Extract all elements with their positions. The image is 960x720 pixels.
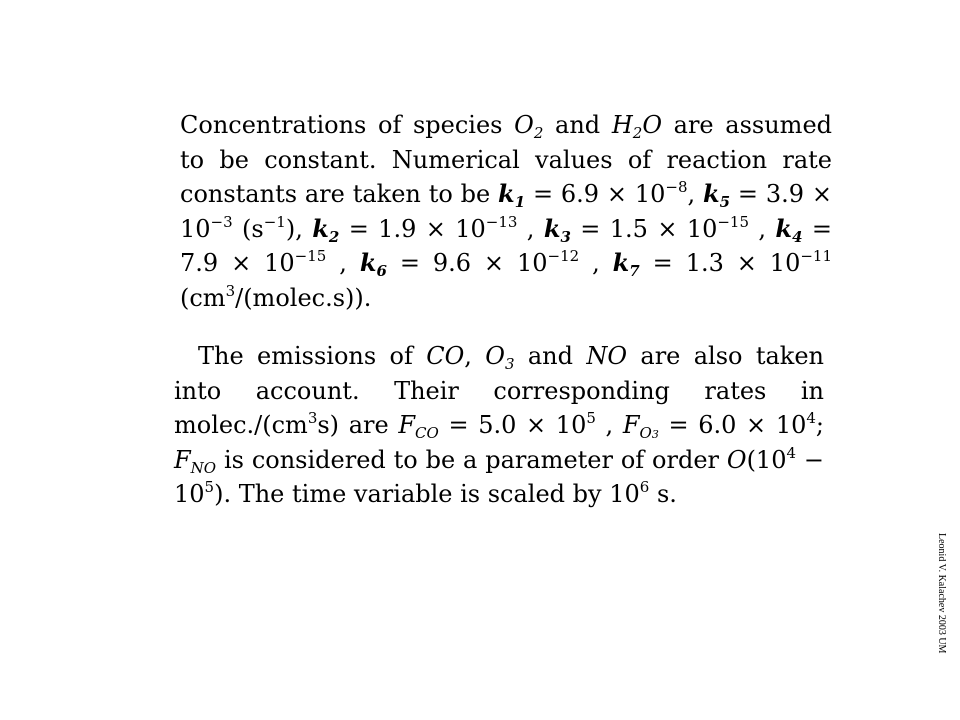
rate-constant-k4: $k_4 = 7.9 \times 10^{-15}$ xyxy=(180,213,832,277)
emission-rate-fco: $F_{CO} = 5.0 \times 10^5$ xyxy=(398,409,596,442)
emission-rate-fno: $F_{NO}$ xyxy=(174,445,217,477)
species-no: NO xyxy=(586,342,628,370)
paragraph-emissions: The emissions of CO, $O_3$ and NO are also taken into account. Their corresponding rates in $molec./(cm^3s)$ are $F_{CO} = 5.0 \times 10^5$ , $F_{O3} = 6.0 \times 10^4$; $F_{NO}$ is considered to be a parameter of order $O(10^4 - 10^5)$. The time variable is scaled by $10^6$ s. xyxy=(174,342,825,508)
author-watermark: Leonid V. Kalachev 2003 UM xyxy=(936,533,947,654)
species-h2o: $H_2O$ xyxy=(611,111,662,142)
emission-rate-fo3: $F_{O3} = 6.0 \times 10^4$ xyxy=(622,409,816,442)
paragraph-species-rate-constants: Concentrations of species $O_2$ and $H_2O$ are assumed to be constant. Numerical values of reaction rate constants are taken to be $k_1 = 6.9 \times 10^{-8}$, $k_5 = 3.9 \times 10^{-3}$ $(s^{-1})$, $k_2 = 1.9 \times 10^{-13}$ , $k_3 = 1.5 \times 10^{-15}$ , $k_4 = 7.9 \times 10^{-15}$ , $k_6 = 9.6 \times 10^{-12}$ , $k_7 = 1.3 \times 10^{-11}$ $(cm^3/(molec.s))$. xyxy=(180,111,833,312)
text: and xyxy=(543,111,612,139)
text: Concentrations of species xyxy=(180,111,515,139)
unit-cm3-per-molec-s: $(cm^3/(molec.s))$. xyxy=(180,281,372,312)
order-expression: $O(10^4 - 10^5$ xyxy=(174,443,824,508)
unit-inverse-seconds: $(s^{-1})$, xyxy=(232,212,313,243)
text: are also taken into account. Their corresponding rates in molec./(cm xyxy=(174,342,824,439)
rate-constant-k1: $k_1 = 6.9 \times 10^{-8}$ xyxy=(498,178,688,211)
text: ). The time variable is scaled by 10 xyxy=(214,480,640,508)
text: The emissions of xyxy=(198,342,427,370)
rate-constant-k6: $k_6 = 9.6 \times 10^{-12}$ xyxy=(359,247,580,280)
rate-constant-k7: $k_7 = 1.3 \times 10^{-11}$ xyxy=(612,247,833,280)
text: are assumed to be constant. Numerical values of reaction rate constants are taken to be xyxy=(180,111,833,208)
species-o3: $O_3$ xyxy=(485,342,515,373)
rate-constant-k2: $k_2 = 1.9 \times 10^{-13}$ xyxy=(312,212,518,246)
species-o2: $O_2$ xyxy=(514,111,544,142)
rate-constant-k3: $k_3 = 1.5 \times 10^{-15}$ xyxy=(543,212,750,246)
species-co: CO xyxy=(426,342,465,370)
text: is considered to be a parameter of order xyxy=(216,445,727,474)
rate-constant-k5: $k_5 = 3.9 \times 10^{-3}$ xyxy=(180,179,832,243)
